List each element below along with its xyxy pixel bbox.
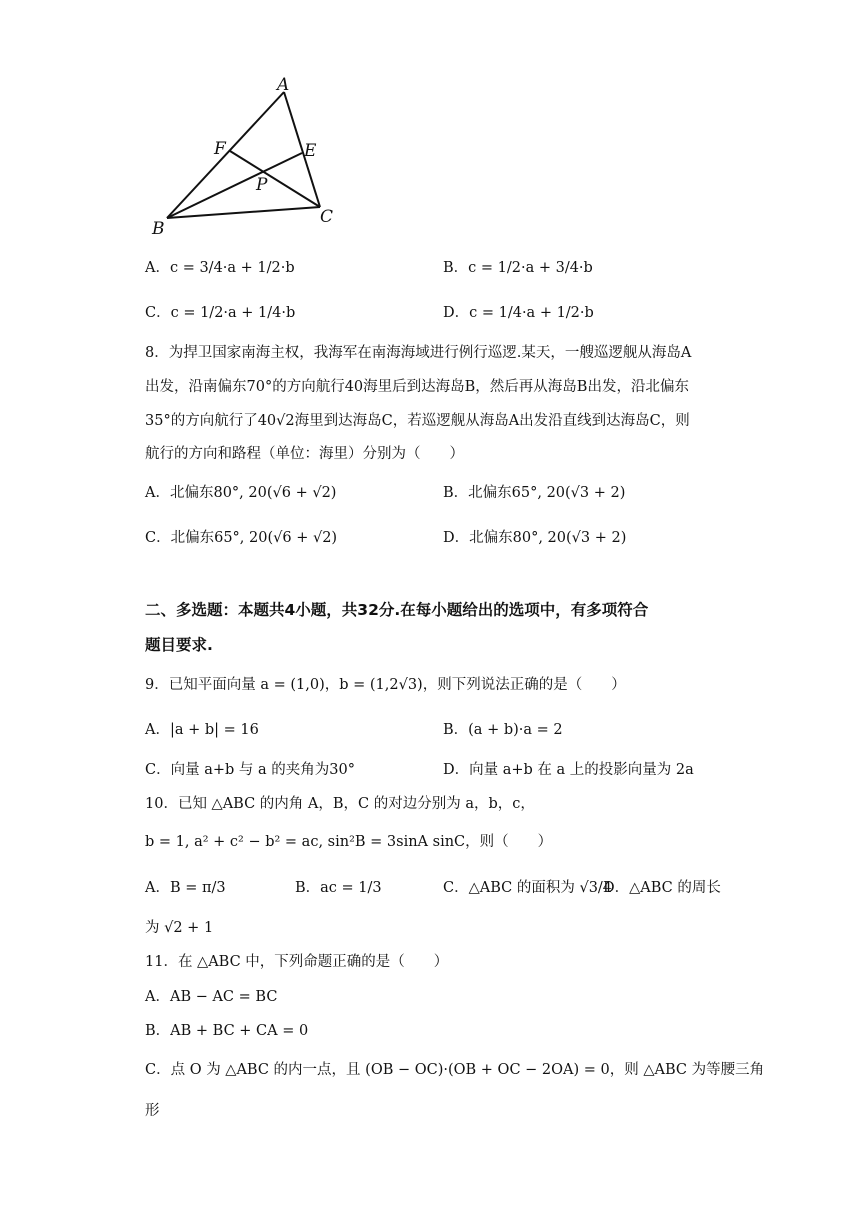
- q11-stem: 11．在 △ABC 中，下列命题正确的是（ ）: [145, 954, 449, 970]
- q8-option-b: B．北偏东65°, 20(√3 + 2): [443, 485, 626, 501]
- q10-option-d: D．△ABC 的周长: [603, 880, 721, 896]
- section2-title-line1: 二、多选题：本题共4小题，共32分.在每小题给出的选项中，有多项符合: [145, 601, 649, 619]
- q10-option-a: A．B = π/3: [145, 880, 226, 896]
- q8-stem-line1: 8．为捍卫国家南海主权，我海军在南海海域进行例行巡逻.某天，一艘巡逻舰从海岛A: [145, 345, 692, 361]
- q8-option-a: A．北偏东80°, 20(√6 + √2): [145, 485, 337, 501]
- q8-stem-line3: 35°的方向航行了40√2海里到达海岛C，若巡逻舰从海岛A出发沿直线到达海岛C，则: [145, 413, 690, 429]
- q8-stem-line4: 航行的方向和路程（单位：海里）分别为（ ）: [145, 446, 464, 462]
- label-p: P: [256, 175, 268, 195]
- q7-option-c: C．c = 1/2·a + 1/4·b: [145, 305, 296, 321]
- q9-option-b: B．(a + b)·a = 2: [443, 722, 563, 738]
- q7-option-d: D．c = 1/4·a + 1/2·b: [443, 305, 594, 321]
- q7-option-a: A．c = 3/4·a + 1/2·b: [145, 260, 295, 276]
- q8-stem-line2: 出发，沿南偏东70°的方向航行40海里后到达海岛B，然后再从海岛B出发，沿北偏东: [145, 379, 689, 395]
- q10-option-d-continued: 为 √2 + 1: [145, 920, 214, 936]
- q10-option-b: B．ac = 1/3: [295, 880, 382, 896]
- q11-option-a: A．AB − AC = BC: [145, 989, 278, 1005]
- q11-option-c-line1: C．点 O 为 △ABC 的内一点，且 (OB − OC)·(OB + OC − 2OA) = 0，则 △ABC 为等腰三角: [145, 1062, 765, 1078]
- label-e: E: [304, 141, 317, 161]
- label-c: C: [320, 207, 334, 227]
- q9-option-a: A．|a + b| = 16: [145, 722, 259, 738]
- label-a: A: [277, 75, 290, 95]
- q8-option-c: C．北偏东65°, 20(√6 + √2): [145, 530, 338, 546]
- q8-option-d: D．北偏东80°, 20(√3 + 2): [443, 530, 627, 546]
- section2-title-line2: 题目要求.: [145, 636, 213, 654]
- q10-stem-line1: 10．已知 △ABC 的内角 A，B，C 的对边分别为 a，b，c，: [145, 796, 535, 812]
- q10-option-c: C．△ABC 的面积为 √3/4: [443, 880, 613, 896]
- q11-option-c-line2: 形: [145, 1103, 160, 1119]
- label-f: F: [214, 139, 226, 159]
- edge-bc: [167, 207, 320, 218]
- q9-stem: 9．已知平面向量 a = (1,0)，b = (1,2√3)，则下列说法正确的是（ ）: [145, 677, 626, 693]
- q10-stem-line2: b = 1, a² + c² − b² = ac, sin²B = 3sinA sinC，则（ ）: [145, 834, 553, 850]
- q7-option-b: B．c = 1/2·a + 3/4·b: [443, 260, 593, 276]
- triangle-figure: [140, 72, 360, 242]
- q9-option-c: C．向量 a+b 与 a 的夹角为30°: [145, 762, 355, 778]
- segment-be: [167, 153, 302, 218]
- q9-option-d: D．向量 a+b 在 a 上的投影向量为 2a: [443, 762, 694, 778]
- q11-option-b: B．AB + BC + CA = 0: [145, 1023, 309, 1039]
- label-b: B: [152, 219, 165, 239]
